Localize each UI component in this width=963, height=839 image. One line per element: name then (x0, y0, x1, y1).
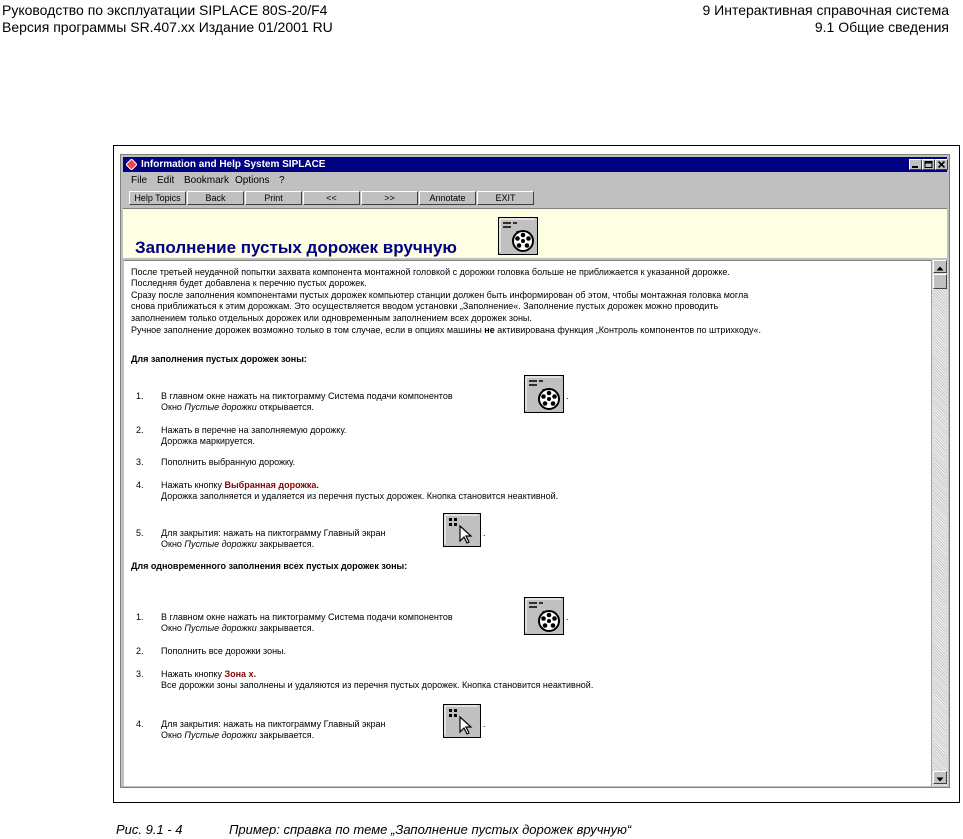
step-text-end: . (483, 719, 486, 729)
scroll-thumb[interactable] (933, 274, 947, 289)
arrow-down-icon (934, 774, 946, 785)
app-icon (126, 159, 137, 170)
annotate-button[interactable]: Annotate (419, 191, 476, 205)
step-text: Пополнить все дорожки зоны. (161, 646, 287, 656)
step-text: Для закрытия: нажать на пиктограмму Главный экран (161, 528, 386, 538)
manual-title: Руководство по эксплуатации SIPLACE 80S-20/F4 (2, 2, 328, 18)
page-header (0, 0, 963, 40)
feeder-reel-icon[interactable] (524, 375, 564, 413)
section-title: 9.1 Общие сведения (814, 19, 949, 35)
scroll-up-button[interactable] (933, 260, 947, 273)
step-text-end: . (483, 528, 486, 538)
previous-topic-button[interactable]: << (303, 191, 360, 205)
step-subtext: Окно Пустые дорожки закрывается. (161, 730, 315, 740)
step-number: 4. (136, 480, 144, 490)
scroll-down-button[interactable] (933, 771, 947, 784)
help-window (120, 154, 950, 788)
step-text: В главном окне нажать на пиктограмму Система подачи компонентов (161, 391, 453, 401)
step-text-end: . (566, 391, 569, 401)
back-button[interactable]: Back (187, 191, 244, 205)
step-subtext: Все дорожки зоны заполнены и удаляются из перечня пустых дорожек. Кнопка становится неактивной. (161, 680, 594, 690)
menu-file[interactable]: File (131, 175, 148, 186)
section-heading: Для заполнения пустых дорожек зоны: (131, 354, 307, 364)
chapter-title: 9 Интерактивная справочная система (702, 2, 949, 18)
vertical-scrollbar[interactable] (931, 260, 948, 786)
topic-header (123, 208, 947, 258)
step-text: Нажать в перечне на заполняемую дорожку. (161, 425, 347, 435)
intro-line: Последняя будет добавлена к перечню пустых дорожек. (131, 278, 367, 288)
main-screen-icon[interactable] (443, 513, 481, 547)
close-button[interactable] (935, 159, 948, 170)
step-subtext: Окно Пустые дорожки закрывается. (161, 539, 315, 549)
maximize-icon (924, 161, 933, 168)
zone-button-ref: Зона x. (224, 669, 257, 679)
menu-bar (123, 174, 947, 188)
step-number: 4. (136, 719, 144, 729)
print-button[interactable]: Print (245, 191, 302, 205)
maximize-button[interactable] (922, 159, 935, 170)
step-number: 5. (136, 528, 144, 538)
exit-button[interactable]: EXIT (477, 191, 534, 205)
help-content (124, 260, 931, 786)
step-number: 2. (136, 646, 144, 656)
minimize-icon (911, 161, 920, 168)
step-text: Нажать кнопку Выбранная дорожка. (161, 480, 319, 490)
step-number: 2. (136, 425, 144, 435)
close-icon (937, 161, 946, 168)
title-bar[interactable] (123, 157, 947, 172)
step-subtext: Окно Пустые дорожки открывается. (161, 402, 314, 412)
selected-lane-button-ref: Выбранная дорожка. (224, 480, 319, 490)
arrow-up-icon (934, 263, 946, 274)
step-text: Пополнить выбранную дорожку. (161, 457, 296, 467)
figure-number: Рис. 9.1 - 4 (116, 822, 183, 837)
barcode-note: Ручное заполнение дорожек возможно только в том случае, если в опциях машины не активирована функция „Контроль компонентов по штрихкоду«. (131, 325, 762, 335)
help-topics-button[interactable]: Help Topics (129, 191, 186, 205)
step-text: Нажать кнопку Зона x. (161, 669, 257, 679)
intro-line: После третьей неудачной попытки захвата компонента монтажной головкой с дорожки головка больше не приближается к указанной дорожке. (131, 267, 730, 277)
feeder-reel-icon[interactable] (524, 597, 564, 635)
figure-caption: Пример: справка по теме „Заполнение пустых дорожек вручную“ (229, 822, 632, 837)
feeder-reel-icon (498, 217, 538, 255)
step-number: 1. (136, 612, 144, 622)
step-number: 3. (136, 669, 144, 679)
intro-line: заполнением только отдельных дорожек или одновременным заполнением всех дорожек зоны. (131, 313, 532, 323)
step-subtext: Дорожка заполняется и удаляется из перечня пустых дорожек. Кнопка становится неактивной. (161, 491, 559, 501)
menu-bookmark[interactable]: Bookmark (184, 175, 230, 186)
section-heading: Для одновременного заполнения всех пустых дорожек зоны: (131, 561, 408, 571)
step-text: Для закрытия: нажать на пиктограмму Главный экран (161, 719, 386, 729)
step-subtext: Окно Пустые дорожки закрывается. (161, 623, 315, 633)
topic-title: Заполнение пустых дорожек вручную (135, 238, 457, 257)
intro-line: снова приближаться к этим дорожкам. Это осуществляется вводом установки „Заполнение«. Заполнение пустых дорожек можно проводить (131, 301, 719, 311)
manual-version: Версия программы SR.407.xx Издание 01/2001 RU (2, 19, 333, 35)
button-bar (123, 190, 947, 206)
step-number: 3. (136, 457, 144, 467)
menu-options[interactable]: Options (235, 175, 270, 186)
intro-line: Сразу после заполнения компонентами пустых дорожек компьютер станции должен быть информирован об этом, чтобы монтажная головка могла (131, 290, 749, 300)
step-text: В главном окне нажать на пиктограмму Система подачи компонентов (161, 612, 453, 622)
minimize-button[interactable] (909, 159, 922, 170)
window-title: Information and Help System SIPLACE (141, 159, 326, 170)
main-screen-icon[interactable] (443, 704, 481, 738)
menu-edit[interactable]: Edit (157, 175, 175, 186)
menu-help[interactable]: ? (279, 175, 285, 186)
step-number: 1. (136, 391, 144, 401)
step-text-end: . (566, 612, 569, 622)
next-topic-button[interactable]: >> (361, 191, 418, 205)
step-subtext: Дорожка маркируется. (161, 436, 255, 446)
